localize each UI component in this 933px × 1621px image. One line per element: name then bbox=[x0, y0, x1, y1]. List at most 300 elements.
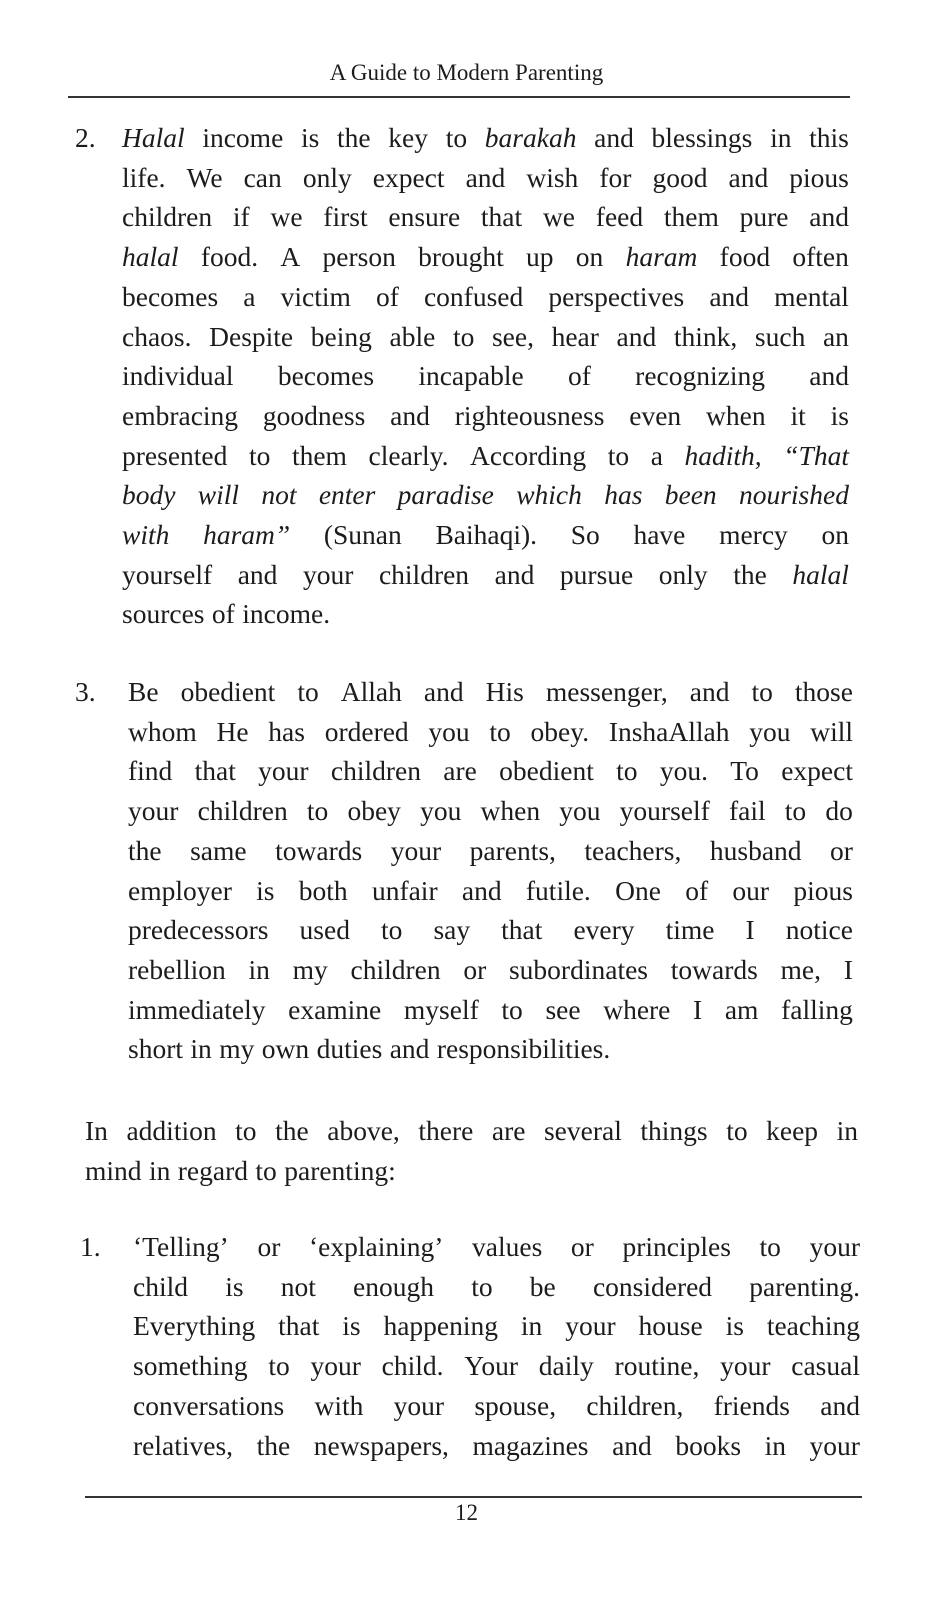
word bbox=[437, 1029, 610, 1069]
word bbox=[706, 396, 766, 436]
list-item-2 bbox=[75, 118, 849, 634]
word bbox=[733, 555, 767, 595]
text: I bbox=[745, 914, 755, 946]
italic-text: body bbox=[122, 479, 176, 511]
text: to bbox=[501, 993, 523, 1025]
word bbox=[685, 436, 762, 476]
word bbox=[435, 515, 537, 555]
word bbox=[791, 1346, 860, 1386]
text: becomes bbox=[122, 280, 219, 312]
word bbox=[539, 1346, 594, 1386]
word bbox=[323, 197, 367, 237]
text: you. bbox=[659, 755, 708, 787]
word bbox=[790, 396, 805, 436]
text: my bbox=[292, 953, 328, 985]
text: Your bbox=[464, 1350, 519, 1382]
text: there bbox=[418, 1115, 474, 1146]
text: of bbox=[375, 280, 399, 312]
text: house bbox=[638, 1310, 703, 1342]
text: confused bbox=[423, 280, 524, 312]
word bbox=[666, 910, 715, 950]
text: you bbox=[420, 795, 462, 827]
word bbox=[823, 317, 849, 357]
text: not bbox=[280, 1270, 316, 1302]
word bbox=[323, 237, 396, 277]
text: first bbox=[323, 201, 368, 233]
word bbox=[652, 118, 753, 158]
word bbox=[307, 791, 328, 831]
text: whom bbox=[128, 715, 197, 747]
word bbox=[281, 277, 351, 317]
text: notice bbox=[785, 914, 853, 946]
word bbox=[268, 712, 305, 752]
text: find bbox=[128, 755, 173, 787]
text: (Sunan bbox=[323, 519, 402, 551]
word bbox=[281, 1267, 316, 1307]
word bbox=[793, 871, 853, 911]
word bbox=[379, 555, 469, 595]
word bbox=[544, 1111, 622, 1151]
word bbox=[809, 118, 849, 158]
italic-text: enter bbox=[318, 479, 376, 511]
word bbox=[128, 1029, 183, 1069]
word bbox=[443, 751, 477, 791]
text: and bbox=[728, 161, 769, 193]
word bbox=[300, 910, 350, 950]
word bbox=[767, 1306, 860, 1346]
text: to bbox=[607, 439, 630, 471]
text: see bbox=[545, 993, 581, 1025]
word bbox=[612, 1426, 652, 1466]
word bbox=[187, 158, 223, 198]
text: even bbox=[629, 399, 682, 431]
text: person bbox=[322, 241, 396, 273]
word bbox=[203, 515, 290, 555]
word bbox=[324, 515, 402, 555]
text: goodness bbox=[262, 399, 366, 431]
text: and bbox=[461, 874, 502, 906]
text-line bbox=[133, 1346, 860, 1386]
text: children bbox=[197, 795, 288, 827]
word bbox=[388, 118, 428, 158]
text: on bbox=[575, 241, 604, 273]
list-item-1 bbox=[80, 1227, 860, 1465]
word bbox=[122, 118, 185, 158]
word bbox=[122, 475, 175, 515]
word bbox=[319, 475, 376, 515]
text: According bbox=[470, 439, 587, 471]
word bbox=[526, 871, 591, 911]
text: expect bbox=[372, 161, 445, 193]
text-line bbox=[128, 791, 853, 831]
word bbox=[486, 672, 524, 712]
text: perspectives bbox=[548, 280, 685, 312]
word bbox=[626, 237, 698, 277]
word bbox=[288, 990, 381, 1030]
word bbox=[501, 990, 522, 1030]
word bbox=[770, 118, 791, 158]
word bbox=[725, 990, 759, 1030]
text: of bbox=[567, 360, 591, 392]
text: parents, bbox=[469, 834, 556, 866]
word bbox=[616, 751, 637, 791]
word bbox=[821, 515, 849, 555]
text-line bbox=[122, 475, 849, 515]
italic-text: nourished bbox=[738, 479, 849, 511]
word bbox=[299, 871, 348, 911]
text: and bbox=[237, 558, 278, 590]
text: to bbox=[471, 1270, 493, 1302]
text: our bbox=[732, 874, 770, 906]
word bbox=[369, 436, 449, 476]
word bbox=[785, 791, 806, 831]
word bbox=[149, 1151, 170, 1191]
word bbox=[740, 197, 789, 237]
text: and bbox=[689, 676, 730, 707]
text: responsibilities. bbox=[436, 1033, 611, 1065]
text: or bbox=[463, 953, 487, 985]
word bbox=[257, 1227, 280, 1267]
text: to bbox=[616, 755, 638, 787]
text: the bbox=[275, 1115, 309, 1146]
word bbox=[390, 396, 430, 436]
text: on bbox=[821, 519, 849, 551]
text: key bbox=[388, 122, 429, 153]
word bbox=[837, 1111, 858, 1151]
text-line bbox=[128, 910, 853, 950]
text: your bbox=[390, 834, 442, 866]
text: pious bbox=[789, 161, 849, 193]
text: to bbox=[297, 676, 319, 707]
word bbox=[586, 1386, 683, 1426]
text-line bbox=[122, 436, 849, 476]
list-number: 1. bbox=[80, 1231, 101, 1262]
text-line bbox=[128, 990, 853, 1030]
text: above, bbox=[327, 1115, 400, 1146]
text: to bbox=[235, 1115, 257, 1146]
text: food. bbox=[200, 241, 259, 273]
text: child bbox=[133, 1270, 188, 1302]
text: in bbox=[764, 1429, 786, 1461]
text: both bbox=[298, 874, 348, 906]
word bbox=[219, 1029, 254, 1069]
word bbox=[485, 118, 577, 158]
word bbox=[122, 396, 238, 436]
text-line bbox=[122, 515, 849, 555]
word bbox=[608, 436, 629, 476]
word bbox=[470, 436, 586, 476]
italic-text: Halal bbox=[122, 122, 185, 153]
text: towards bbox=[275, 834, 363, 866]
word bbox=[128, 871, 232, 911]
word bbox=[235, 1111, 256, 1151]
text-line bbox=[133, 1386, 860, 1426]
text: will bbox=[810, 715, 853, 747]
word bbox=[301, 118, 319, 158]
italic-text: haram” bbox=[203, 519, 291, 551]
word bbox=[238, 555, 278, 595]
word bbox=[85, 1151, 142, 1191]
italic-text: paradise bbox=[397, 479, 494, 511]
list-number: 2. bbox=[75, 122, 96, 153]
word bbox=[726, 1111, 747, 1151]
text: only bbox=[302, 161, 352, 193]
text: obedient bbox=[180, 676, 276, 707]
word bbox=[755, 317, 805, 357]
word bbox=[810, 1426, 860, 1466]
word bbox=[126, 1111, 216, 1151]
word bbox=[693, 990, 702, 1030]
text: you bbox=[749, 715, 791, 747]
word bbox=[674, 317, 737, 357]
text: regard bbox=[177, 1154, 248, 1186]
text: relatives, bbox=[133, 1429, 234, 1461]
text: to bbox=[445, 122, 468, 153]
word bbox=[133, 1426, 233, 1466]
text: A bbox=[280, 241, 301, 273]
word bbox=[372, 871, 438, 911]
text: time bbox=[665, 914, 715, 946]
word bbox=[629, 396, 681, 436]
word bbox=[652, 158, 707, 198]
text: enough bbox=[353, 1270, 435, 1302]
word bbox=[128, 831, 162, 871]
word bbox=[463, 950, 486, 990]
word bbox=[391, 831, 441, 871]
text: to bbox=[489, 715, 511, 747]
word bbox=[122, 158, 166, 198]
word bbox=[303, 555, 353, 595]
word bbox=[383, 1306, 498, 1346]
text: predecessors bbox=[128, 914, 269, 946]
text: teachers, bbox=[584, 834, 682, 866]
text: things bbox=[640, 1115, 708, 1146]
italic-text: has bbox=[604, 479, 643, 511]
text: children bbox=[330, 755, 421, 787]
text: am bbox=[724, 993, 759, 1025]
footer-rule bbox=[85, 1496, 862, 1498]
text: up bbox=[526, 241, 554, 273]
text: to bbox=[784, 795, 807, 827]
word bbox=[792, 237, 849, 277]
text: In bbox=[85, 1115, 108, 1146]
word bbox=[341, 672, 402, 712]
word bbox=[651, 436, 663, 476]
word bbox=[599, 158, 631, 198]
word bbox=[521, 1306, 542, 1346]
text: where bbox=[603, 993, 671, 1025]
word bbox=[261, 475, 296, 515]
text: pursue bbox=[559, 558, 634, 590]
word bbox=[729, 791, 766, 831]
word bbox=[280, 237, 300, 277]
text: of bbox=[685, 874, 709, 906]
text: husband bbox=[709, 834, 802, 866]
page-number: 12 bbox=[455, 1500, 478, 1525]
word bbox=[604, 475, 642, 515]
text: recognizing bbox=[635, 360, 765, 392]
list-number: 3. bbox=[75, 676, 96, 707]
word bbox=[278, 1306, 319, 1346]
text: to bbox=[452, 320, 475, 352]
text: is bbox=[256, 874, 275, 906]
word bbox=[190, 831, 247, 871]
word bbox=[568, 356, 591, 396]
word bbox=[244, 158, 282, 198]
word bbox=[464, 1346, 518, 1386]
text: fail bbox=[728, 795, 766, 827]
text: So bbox=[570, 519, 600, 551]
word bbox=[615, 871, 661, 911]
text: friends bbox=[713, 1389, 790, 1421]
word bbox=[201, 237, 258, 277]
text: used bbox=[299, 914, 350, 946]
text: to bbox=[248, 439, 271, 471]
word bbox=[270, 197, 302, 237]
word bbox=[571, 1227, 594, 1267]
text-line bbox=[128, 712, 853, 752]
text: mental bbox=[774, 280, 849, 312]
text: same bbox=[190, 834, 247, 866]
text: to bbox=[726, 1115, 748, 1146]
text: my bbox=[219, 1033, 255, 1065]
text: values bbox=[472, 1231, 543, 1262]
word bbox=[765, 1426, 786, 1466]
text: routine, bbox=[614, 1350, 700, 1382]
text: to bbox=[751, 676, 773, 707]
word bbox=[732, 871, 769, 911]
text: chaos. bbox=[122, 320, 192, 352]
word bbox=[501, 910, 542, 950]
text-line bbox=[122, 594, 849, 634]
text: casual bbox=[791, 1350, 860, 1382]
word bbox=[720, 1346, 770, 1386]
text: the bbox=[337, 122, 371, 153]
text: your bbox=[128, 795, 179, 827]
text: food bbox=[719, 241, 771, 273]
text: We bbox=[186, 161, 223, 193]
text: in bbox=[190, 1033, 212, 1065]
word bbox=[559, 791, 600, 831]
text: that bbox=[278, 1310, 320, 1342]
word bbox=[325, 712, 409, 752]
word bbox=[760, 1227, 781, 1267]
word bbox=[609, 712, 730, 752]
word bbox=[543, 197, 575, 237]
text: a bbox=[243, 280, 256, 312]
word bbox=[730, 751, 759, 791]
word bbox=[128, 712, 197, 752]
text-line bbox=[128, 831, 853, 871]
word bbox=[620, 791, 710, 831]
text: feed bbox=[595, 201, 644, 233]
text: see, bbox=[491, 320, 534, 352]
text: something bbox=[133, 1350, 248, 1382]
word bbox=[664, 197, 719, 237]
word bbox=[531, 712, 590, 752]
italic-text: halal bbox=[792, 558, 849, 590]
word bbox=[526, 158, 578, 198]
word bbox=[729, 158, 769, 198]
word bbox=[418, 237, 504, 277]
word bbox=[128, 950, 226, 990]
text-line bbox=[128, 871, 853, 911]
word bbox=[844, 950, 853, 990]
text: only bbox=[658, 558, 708, 590]
text-line bbox=[128, 751, 853, 791]
text: you bbox=[559, 795, 601, 827]
text: Everything bbox=[133, 1310, 256, 1342]
text: them bbox=[663, 201, 719, 233]
word bbox=[710, 831, 802, 871]
word bbox=[122, 555, 212, 595]
text-line bbox=[122, 197, 849, 237]
word bbox=[603, 990, 670, 1030]
text: Baihaqi). bbox=[435, 519, 538, 551]
word bbox=[195, 751, 236, 791]
text: your bbox=[809, 1429, 860, 1461]
word bbox=[489, 712, 510, 752]
word bbox=[499, 751, 594, 791]
text: One bbox=[615, 874, 661, 906]
word bbox=[256, 871, 274, 911]
word bbox=[314, 1386, 363, 1426]
text: happening bbox=[383, 1310, 499, 1342]
italic-text: barakah bbox=[484, 122, 577, 153]
italic-text: “That bbox=[783, 439, 849, 471]
text: He bbox=[216, 715, 249, 747]
text: and bbox=[612, 1429, 652, 1461]
text: to bbox=[381, 914, 403, 946]
word bbox=[546, 672, 668, 712]
text: unfair bbox=[371, 874, 438, 906]
word bbox=[752, 672, 773, 712]
text: has bbox=[268, 715, 305, 747]
text: Allah bbox=[340, 676, 402, 707]
word bbox=[462, 871, 502, 911]
text: it bbox=[790, 399, 806, 431]
text-line bbox=[133, 1306, 860, 1346]
text: a bbox=[650, 439, 663, 471]
text: we bbox=[542, 201, 576, 233]
header-rule bbox=[68, 96, 850, 98]
word bbox=[262, 1029, 309, 1069]
word bbox=[466, 158, 506, 198]
text: in bbox=[770, 122, 792, 153]
word bbox=[418, 1111, 473, 1151]
text: myself bbox=[403, 993, 479, 1025]
text: with bbox=[314, 1389, 364, 1421]
word bbox=[809, 197, 849, 237]
word bbox=[233, 197, 250, 237]
word bbox=[492, 317, 534, 357]
text: them bbox=[291, 439, 347, 471]
text: in bbox=[148, 1154, 171, 1186]
word bbox=[472, 1426, 588, 1466]
text: InshaAllah bbox=[608, 715, 730, 747]
word bbox=[660, 751, 708, 791]
word bbox=[433, 910, 470, 950]
text: yourself bbox=[619, 795, 710, 827]
italic-text: which bbox=[516, 479, 582, 511]
word bbox=[516, 475, 582, 515]
italic-text: hadith, bbox=[684, 439, 762, 471]
text: sources bbox=[122, 598, 205, 630]
text: the bbox=[128, 834, 162, 866]
word bbox=[390, 1029, 430, 1069]
word bbox=[635, 356, 765, 396]
word bbox=[690, 672, 730, 712]
